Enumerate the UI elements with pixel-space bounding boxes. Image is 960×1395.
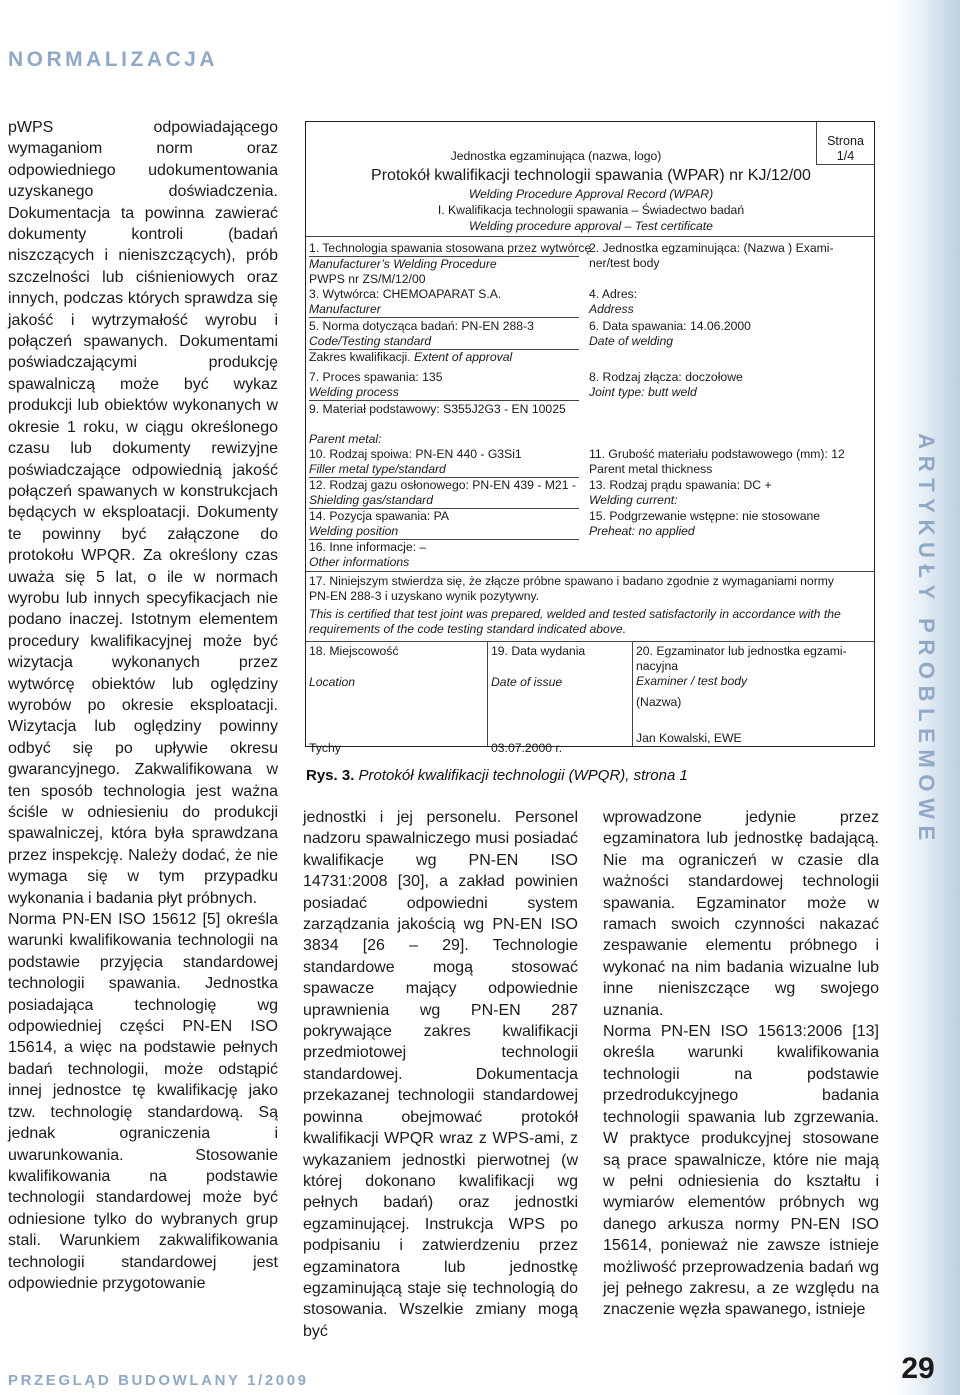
section-title: NORMALIZACJA — [8, 48, 218, 71]
issue-number: 1/2009 — [247, 1372, 309, 1389]
paragraph: Norma PN-EN ISO 15612 [5] określa warunki kwalifikowania technologii na podstawie przyjęcia standardowej technologii spawania. Jednostka posiadająca technologię wg odpowiedniej części PN-EN ISO 15614, a więc na podstawie pełnych badań technologii, może odstąpić innej jednostce tę kwalifikację jako tzw. technologię standardową. Są jednak ograniczenia i uwarunkowania. Stosowanie kwalifikowania na podstawie technologii standardowej może być odniesione tylko do wybranych grup stali. Warunkiem zakwalifikowania technologii standardowej jest odpowiednie przygotowanie — [8, 911, 278, 1292]
field-14: 14. Pozycja spawania: PA Welding position — [309, 509, 579, 540]
field-2: 2. Jednostka egzaminująca: (Nazwa ) Exami- ner/test body — [589, 241, 834, 270]
field-9: 9. Materiał podstawowy: S355J2G3 - EN 10025 — [309, 402, 566, 416]
paragraph: Norma PN-EN ISO 15613:2006 [13] określa warunki kwalifikowania technologii na podstawie przedrodukcyjnego badania technologii spawania lub zgrzewania. W praktyce produkcyjnej stosowane są prace spawalnicze, które nie mają w pełni odniesienia do kształtu i wymiarów elementów próbnych wg danego arkusza normy PN-EN ISO 15614, ponieważ nie zawsze istnieje możliwość przeprowadzenia badań wg jej pełnego zakresu, a ze względu na znaczenie węzła spawanego, istnieje — [603, 1023, 879, 1319]
wpar-form — [305, 121, 875, 755]
form-title-en: Welding Procedure Approval Record (WPAR) — [468, 187, 714, 201]
divider — [306, 236, 874, 237]
field-11: 11. Grubość materiału podstawowego (mm): 12 Parent metal thickness — [589, 447, 845, 476]
text-column-1 — [8, 117, 278, 1294]
divider — [306, 641, 874, 642]
page-number: 29 — [901, 1352, 935, 1385]
footer — [8, 1372, 309, 1389]
page-box: Strona 1/4 — [816, 122, 874, 165]
paragraph: wprowadzone jedynie przez egzaminatora lub jednostkę badającą. Nie ma ograniczeń w czasie dla ważności standardowej technologii spawania. Egzaminator może w ramach swoich czynności nakazać zespawanie elementu próbnego i wykonać na nim badania wizualne lub inne nieniszczące wg swojego uznania. — [603, 809, 879, 1019]
field-16: 16. Inne informacje: – Other informations — [309, 540, 427, 569]
figure-caption — [306, 767, 688, 784]
field-3: 3. Wytwórca: CHEMOAPARAT S.A. Manufacturer — [309, 287, 579, 318]
paragraph: jednostki i jej personelu. Personel nadzoru spawalniczego musi posiadać kwalifikacje wg PN-EN ISO 14731:2008 [30], a zakład powinien posiadać odpowiedni system zarządzania jakością wg PN-EN ISO 3834 [26 – 29]. Technologie standardowe mogą stosować spawacze mający odpowiednie uprawnienia wg PN-EN 287 pokrywające zakres kwalifikacji przedmiotowej technologii standardowej. Dokumentacja przekazanej technologii standardowej powinna obejmować protokół kwalifikacji WPQR wraz z WPS-ami, z wykazaniem jednostki pierwotnej (w której dokonano kwalifikacji wg pełnych badań) oraz jednostki egzaminującej. Instrukcja WPS po podpisaniu i zatwierdzeniu przez egzaminatora lub jednostkę egzaminującą staje się technologią do stosowania. Wszelkie zmiany mogą być — [303, 809, 578, 1340]
form-subtitle: I. Kwalifikacja technologii spawania – Świadectwo badań — [437, 203, 745, 217]
field-9-en: Parent metal: — [309, 432, 382, 446]
journal-name: PRZEGLĄD BUDOWLANY — [8, 1372, 241, 1389]
form-subtitle-en: Welding procedure approval – Test certificate — [469, 219, 713, 233]
exam-unit: Jednostka egzaminująca (nazwa, logo) — [450, 149, 662, 163]
form-title: Protokół kwalifikacji technologii spawania (WPAR) nr KJ/12/00 — [371, 167, 811, 184]
figure-label: Rys. 3. — [306, 767, 355, 784]
field-19: 19. Data wydania Date of issue 03.07.2000 r. — [491, 644, 586, 755]
statement: 17. Niniejszym stwierdza się, że złącze próbne spawano i badano zgodnie z wymaganiami normy PN-EN 288-3 i uzyskano wynik pozytywny. This is certified that test joint was prepared, welded and tested satisfactorily in accordance with the requirements of the code testing standard indicated above. — [309, 574, 841, 636]
figure-caption-text: Protokół kwalifikacji technologii (WPQR), strona 1 — [358, 767, 688, 784]
field-10: 10. Rodzaj spoiwa: PN-EN 440 - G3Si1 Filler metal type/standard — [309, 447, 579, 478]
text-column-3 — [603, 807, 879, 1321]
divider — [632, 641, 633, 746]
field-4: 4. Adres: Address — [589, 287, 638, 316]
text-column-2 — [303, 807, 578, 1342]
field-7: 7. Proces spawania: 135 Welding process — [309, 370, 579, 401]
field-13: 13. Rodzaj prądu spawania: DC + Welding current: — [589, 478, 772, 507]
field-20: 20. Egzaminator lub jednostka egzami- nacyjna Examiner / test body (Nazwa) Jan Kowalski, EWE — [636, 644, 847, 745]
field-8: 8. Rodzaj złącza: doczołowe Joint type: butt weld — [589, 370, 743, 399]
divider — [487, 641, 488, 746]
field-18: 18. Miejscowość Location Tychy — [309, 644, 399, 755]
field-6: 6. Data spawania: 14.06.2000 Date of welding — [589, 319, 751, 348]
field-5: 5. Norma dotycząca badań: PN-EN 288-3 Code/Testing standard Zakres kwalifikacji. Extent of approval — [309, 319, 579, 365]
field-1: 1. Technologia spawania stosowana przez wytwórcę Manufacturer’s Welding Procedure PWPS nr ZS/M/12/00 — [309, 241, 592, 286]
paragraph: pWPS odpowiadającego wymaganiom norm oraz odpowiedniego udokumentowania uzyskanego doświadczenia. Dokumentacja ta powinna zawierać dokumenty kontroli (badań niszczących i nieniszczących), prób szczelności lub ciśnieniowych oraz innych, podczas których sprawdza się jakość i wytrzymałość wyrobu i połączeń spawanych. Dokumentami poświadczającymi produkcję spawalniczą może być wykaz produkcji lub obiektów wykonanych w okresie 1 roku, w ciągu określonego czasu lub dokumenty rewizyjne poświadczające odpowiednią jakość połączeń spawanych w konstrukcjach będących w eksploatacji. Dokumenty te powinny być załączone do protokołu WPQR. Za określony czas uważa się 5 lat, o ile w normach wyrobu lub innych specyfikacjach nie podano inaczej. Istotnym elementem procedury kwalifikacyjnej może być wizytacja wykonanych przez wytwórcę obiektów lub oględziny wyrobów po okresie eksploatacji. Wizytacja lub oględziny powinny odbyć się po upływie okresu gwarancyjnego. Zakwalifikowana w ten sposób technologia jest ważna ściśle w odniesieniu do produkcji spawalniczej, która była sprawdzana przez inspekcję. Należy dodać, że nie wymaga się w tym przypadku wykonania i badania płyt próbnych. — [8, 119, 278, 907]
side-title: ARTYKUŁY PROBLEMOWE — [914, 433, 939, 847]
field-15: 15. Podgrzewanie wstępne: nie stosowane Preheat: no applied — [589, 509, 821, 538]
divider — [306, 571, 874, 572]
field-12: 12. Rodzaj gazu osłonowego: PN-EN 439 - M21 - Shielding gas/standard — [309, 478, 579, 509]
